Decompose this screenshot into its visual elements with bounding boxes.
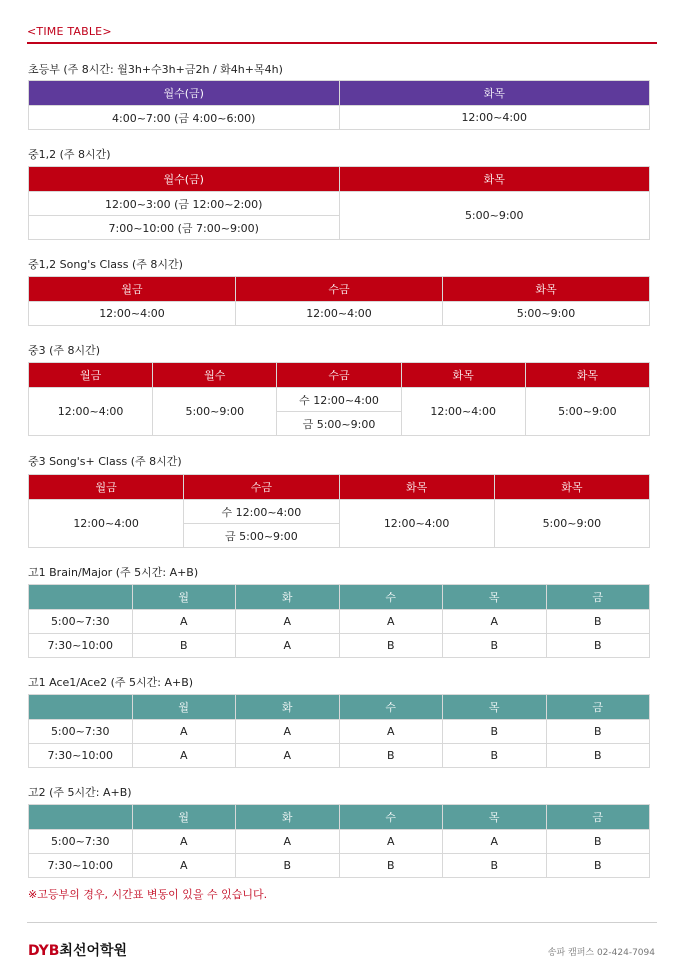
table-header: 월수(금) [29, 81, 340, 106]
table-cell: B [339, 854, 443, 878]
table-cell: 수 12:00~4:00 [184, 500, 339, 524]
table-row [29, 634, 650, 658]
academy-logo [28, 940, 127, 960]
table-cell: 금 5:00~9:00 [277, 412, 401, 436]
table-header: 월금 [29, 363, 153, 388]
table-header: 금 [546, 695, 650, 720]
table-cell: 12:00~4:00 [29, 388, 153, 436]
table-header: 수 [339, 805, 443, 830]
table-cell: 5:00~9:00 [153, 388, 277, 436]
table-header: 화목 [401, 363, 525, 388]
table-header: 수금 [236, 277, 443, 302]
table-cell: B [546, 854, 650, 878]
table-cell: B [339, 744, 443, 768]
table-header: 금 [546, 585, 650, 610]
table-cell: B [236, 854, 340, 878]
table-row [29, 854, 650, 878]
timetable-high1-ace [28, 694, 650, 768]
time-cell: 7:30~10:00 [29, 854, 133, 878]
table-header: 화목 [525, 363, 649, 388]
table-header: 화목 [339, 475, 494, 500]
table-header [29, 805, 133, 830]
table-cell: 5:00~9:00 [525, 388, 649, 436]
table-cell: B [339, 634, 443, 658]
table-row [29, 610, 650, 634]
time-cell: 7:30~10:00 [29, 744, 133, 768]
table-cell: A [132, 744, 236, 768]
table-cell: A [339, 720, 443, 744]
table-cell: A [236, 720, 340, 744]
table-header: 월금 [29, 277, 236, 302]
table-cell: 7:00~10:00 (금 7:00~9:00) [29, 216, 340, 240]
timetable-middle-3-songs-plus [28, 474, 650, 548]
timetable-middle-3 [28, 362, 650, 436]
table-header: 화목 [443, 277, 650, 302]
time-cell: 7:30~10:00 [29, 634, 133, 658]
timetable-middle-1-2 [28, 166, 650, 240]
timetable-middle-1-2-songs [28, 276, 650, 326]
table-cell: A [236, 830, 340, 854]
table-cell: B [443, 634, 547, 658]
table-header: 화 [236, 585, 340, 610]
table-cell: A [236, 610, 340, 634]
table-cell: B [546, 610, 650, 634]
table-header: 수 [339, 695, 443, 720]
table-cell: 12:00~4:00 [29, 302, 236, 326]
table-header: 화목 [494, 475, 649, 500]
table-cell: 12:00~4:00 [339, 500, 494, 548]
table-cell: B [132, 634, 236, 658]
table-row [29, 744, 650, 768]
table-header: 월수 [153, 363, 277, 388]
table-header: 수 [339, 585, 443, 610]
section-title-elementary: 초등부 (주 8시간: 월3h+수3h+금2h / 화4h+목4h) [28, 63, 283, 76]
section-title-high1-brain-major: 고1 Brain/Major (주 5시간: A+B) [28, 566, 199, 579]
table-row [29, 720, 650, 744]
table-header: 화목 [339, 81, 650, 106]
table-cell: 금 5:00~9:00 [184, 524, 339, 548]
table-header: 월 [132, 695, 236, 720]
section-title-middle-1-2-songs: 중1,2 Song's Class (주 8시간) [28, 258, 183, 271]
table-cell: B [443, 854, 547, 878]
section-title-high2: 고2 (주 5시간: A+B) [28, 786, 132, 799]
section-title-high1-ace: 고1 Ace1/Ace2 (주 5시간: A+B) [28, 676, 194, 689]
time-cell: 5:00~7:30 [29, 830, 133, 854]
table-cell: A [443, 610, 547, 634]
table-cell: 5:00~9:00 [443, 302, 650, 326]
logo-name: 최선어학원 [59, 943, 128, 959]
header-divider [27, 42, 657, 44]
section-title-middle-1-2: 중1,2 (주 8시간) [28, 148, 111, 161]
table-cell: 4:00~7:00 (금 4:00~6:00) [29, 106, 340, 130]
table-cell: 5:00~9:00 [494, 500, 649, 548]
timetable-high2 [28, 804, 650, 878]
table-header: 화 [236, 805, 340, 830]
table-header [29, 585, 133, 610]
table-cell: 수 12:00~4:00 [277, 388, 401, 412]
table-cell: A [132, 854, 236, 878]
table-cell: 12:00~4:00 [401, 388, 525, 436]
campus-contact: 송파 캠퍼스 02-424-7094 [547, 948, 655, 958]
table-cell: 12:00~4:00 [339, 106, 650, 130]
table-header: 목 [443, 585, 547, 610]
table-header: 월 [132, 805, 236, 830]
time-cell: 5:00~7:30 [29, 720, 133, 744]
logo-brand: DYB [28, 943, 60, 959]
table-cell: B [443, 744, 547, 768]
table-cell: 5:00~9:00 [339, 192, 650, 240]
table-header: 목 [443, 695, 547, 720]
table-cell: A [339, 610, 443, 634]
table-cell: A [236, 744, 340, 768]
table-cell: B [546, 634, 650, 658]
footer-divider [27, 922, 657, 923]
timetable-high1-brain-major [28, 584, 650, 658]
table-cell: B [546, 744, 650, 768]
table-cell: A [236, 634, 340, 658]
table-cell: 12:00~4:00 [236, 302, 443, 326]
table-cell: 12:00~3:00 (금 12:00~2:00) [29, 192, 340, 216]
table-cell: A [132, 830, 236, 854]
table-cell: B [443, 720, 547, 744]
table-header: 금 [546, 805, 650, 830]
table-cell: A [132, 720, 236, 744]
timetable-elementary [28, 80, 650, 130]
table-header: 목 [443, 805, 547, 830]
table-header: 화목 [339, 167, 650, 192]
table-header: 월금 [29, 475, 184, 500]
schedule-change-note: ※고등부의 경우, 시간표 변동이 있을 수 있습니다. [28, 888, 268, 901]
section-title-middle-3: 중3 (주 8시간) [28, 344, 101, 357]
section-title-middle-3-songs-plus: 중3 Song's+ Class (주 8시간) [28, 455, 182, 468]
page-title: <TIME TABLE> [27, 25, 112, 38]
table-cell: 12:00~4:00 [29, 500, 184, 548]
table-header: 화 [236, 695, 340, 720]
table-header: 월수(금) [29, 167, 340, 192]
table-header: 수금 [277, 363, 401, 388]
table-cell: A [443, 830, 547, 854]
time-cell: 5:00~7:30 [29, 610, 133, 634]
table-header [29, 695, 133, 720]
table-cell: A [132, 610, 236, 634]
table-row [29, 830, 650, 854]
table-header: 수금 [184, 475, 339, 500]
table-cell: A [339, 830, 443, 854]
table-header: 월 [132, 585, 236, 610]
table-cell: B [546, 830, 650, 854]
table-cell: B [546, 720, 650, 744]
